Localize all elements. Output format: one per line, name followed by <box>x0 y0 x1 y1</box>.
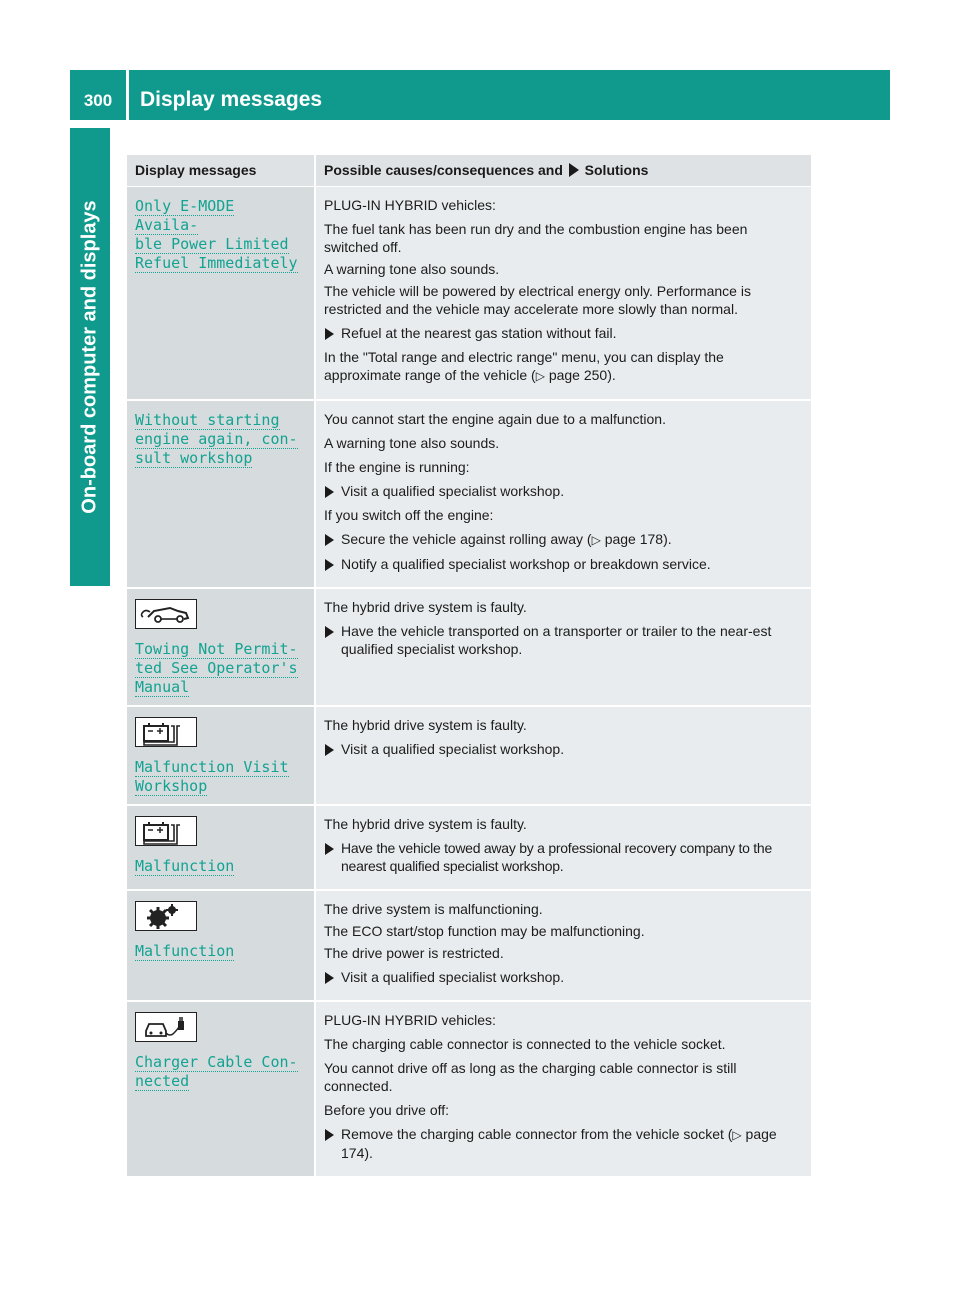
solution-cell <box>314 589 811 707</box>
page-number: 300 <box>83 91 113 110</box>
step-arrow-icon <box>325 559 334 571</box>
paragraph: You cannot drive off as long as the charging cable connector is still connected. <box>324 1060 737 1094</box>
message-cell <box>127 589 314 707</box>
display-message-text: Without starting engine again, con- sult workshop <box>135 411 298 467</box>
table-row <box>127 1002 811 1178</box>
page-reference-link[interactable]: page 178). <box>604 531 672 547</box>
hybrid-battery-icon <box>135 717 197 747</box>
solution-step: Notify a qualified specialist workshop or breakdown service. <box>324 555 803 573</box>
message-cell <box>127 806 314 891</box>
step-arrow-icon <box>325 626 334 638</box>
paragraph: A warning tone also sounds. <box>324 435 500 451</box>
paragraph: The drive system is malfunctioning. <box>324 901 543 917</box>
table-row <box>127 589 811 707</box>
header-separator <box>126 70 129 120</box>
solution-step: Have the vehicle towed away by a professional recovery company to the nearest qualified specialist workshop. <box>324 839 803 875</box>
table-row <box>127 707 811 806</box>
solution-step: Secure the vehicle against rolling away (▷ page 178). <box>324 530 803 549</box>
page-reference-icon: ▷ <box>591 533 601 547</box>
page-reference-link[interactable]: page 174). <box>341 1126 777 1161</box>
paragraph: PLUG-IN HYBRID vehicles: <box>324 197 496 213</box>
column-header-messages: Display messages <box>127 155 314 187</box>
column-header-causes: Possible causes/consequences and <box>324 162 563 178</box>
solution-step: Remove the charging cable connector from the vehicle socket (▷ page 174). <box>324 1125 803 1162</box>
step-arrow-icon <box>325 486 334 498</box>
table-row <box>127 891 811 1002</box>
paragraph: You cannot start the engine again due to a malfunction. <box>324 411 666 427</box>
display-message-text: Malfunction Visit Workshop <box>135 758 289 795</box>
paragraph: The vehicle will be powered by electrical energy only. Performance is restricted and the vehicle may accelerate more slowly than normal. <box>324 283 751 317</box>
side-tab-label: On-board computer and displays <box>78 200 101 514</box>
paragraph: The hybrid drive system is faulty. <box>324 816 527 832</box>
paragraph: If you switch off the engine: <box>324 507 494 523</box>
step-arrow-icon <box>325 972 334 984</box>
paragraph: The hybrid drive system is faulty. <box>324 717 527 733</box>
charger-cable-icon <box>135 1012 197 1042</box>
paragraph: The drive power is restricted. <box>324 945 504 961</box>
solution-step: Refuel at the nearest gas station without fail. <box>324 324 803 342</box>
solution-step: Visit a qualified specialist workshop. <box>324 968 803 986</box>
display-message-text: Only E-MODE Availa- ble Power Limited Refuel Immediately <box>135 197 298 272</box>
display-message-text: Malfunction <box>135 857 235 875</box>
step-arrow-icon <box>325 328 334 340</box>
paragraph: The charging cable connector is connected to the vehicle socket. <box>324 1036 726 1052</box>
solution-cell <box>314 1002 811 1178</box>
column-header-solutions-label: Solutions <box>584 162 649 178</box>
display-message-text: Towing Not Permit- ted See Operator's Manual <box>135 640 298 696</box>
message-cell <box>127 401 314 589</box>
page-title: Display messages <box>140 88 323 111</box>
paragraph: A warning tone also sounds. <box>324 261 500 277</box>
message-cell <box>127 891 314 1002</box>
step-arrow-icon <box>325 744 334 756</box>
hybrid-battery-icon <box>135 816 197 846</box>
solution-step: Have the vehicle transported on a transporter or trailer to the near-est qualified specialist workshop. <box>324 622 803 658</box>
table-header-row <box>127 155 811 187</box>
display-message-text: Charger Cable Con- nected <box>135 1053 298 1090</box>
solution-cell <box>314 891 811 1002</box>
page-reference-icon: ▷ <box>535 369 545 383</box>
table-row <box>127 401 811 589</box>
solution-cell <box>314 187 811 401</box>
display-message-text: Malfunction <box>135 942 235 960</box>
paragraph: Before you drive off: <box>324 1102 450 1118</box>
action-arrow-icon <box>569 163 579 177</box>
table-row <box>127 806 811 891</box>
solution-cell <box>314 806 811 891</box>
paragraph: The ECO start/stop function may be malfunctioning. <box>324 923 645 939</box>
solution-step: Visit a qualified specialist workshop. <box>324 482 803 500</box>
step-arrow-icon <box>325 534 334 546</box>
step-arrow-icon <box>325 843 334 855</box>
message-cell <box>127 707 314 806</box>
paragraph: In the "Total range and electric range" menu, you can display the approximate range of the vehicle (▷ page 250). <box>324 349 724 383</box>
solution-cell <box>314 401 811 589</box>
paragraph: PLUG-IN HYBRID vehicles: <box>324 1012 496 1028</box>
paragraph: The hybrid drive system is faulty. <box>324 599 527 615</box>
paragraph: The fuel tank has been run dry and the combustion engine has been switched off. <box>324 221 748 255</box>
display-messages-table <box>127 155 811 1178</box>
tow-car-icon <box>135 599 197 629</box>
drive-system-icon <box>135 901 197 931</box>
column-header-solutions <box>314 155 811 187</box>
message-cell <box>127 187 314 401</box>
step-arrow-icon <box>325 1129 334 1141</box>
solution-step: Visit a qualified specialist workshop. <box>324 740 803 758</box>
page-reference-icon: ▷ <box>732 1128 742 1142</box>
solution-cell <box>314 707 811 806</box>
paragraph: If the engine is running: <box>324 459 470 475</box>
message-cell <box>127 1002 314 1178</box>
page-reference-link[interactable]: page 250). <box>548 367 616 383</box>
table-row <box>127 187 811 401</box>
